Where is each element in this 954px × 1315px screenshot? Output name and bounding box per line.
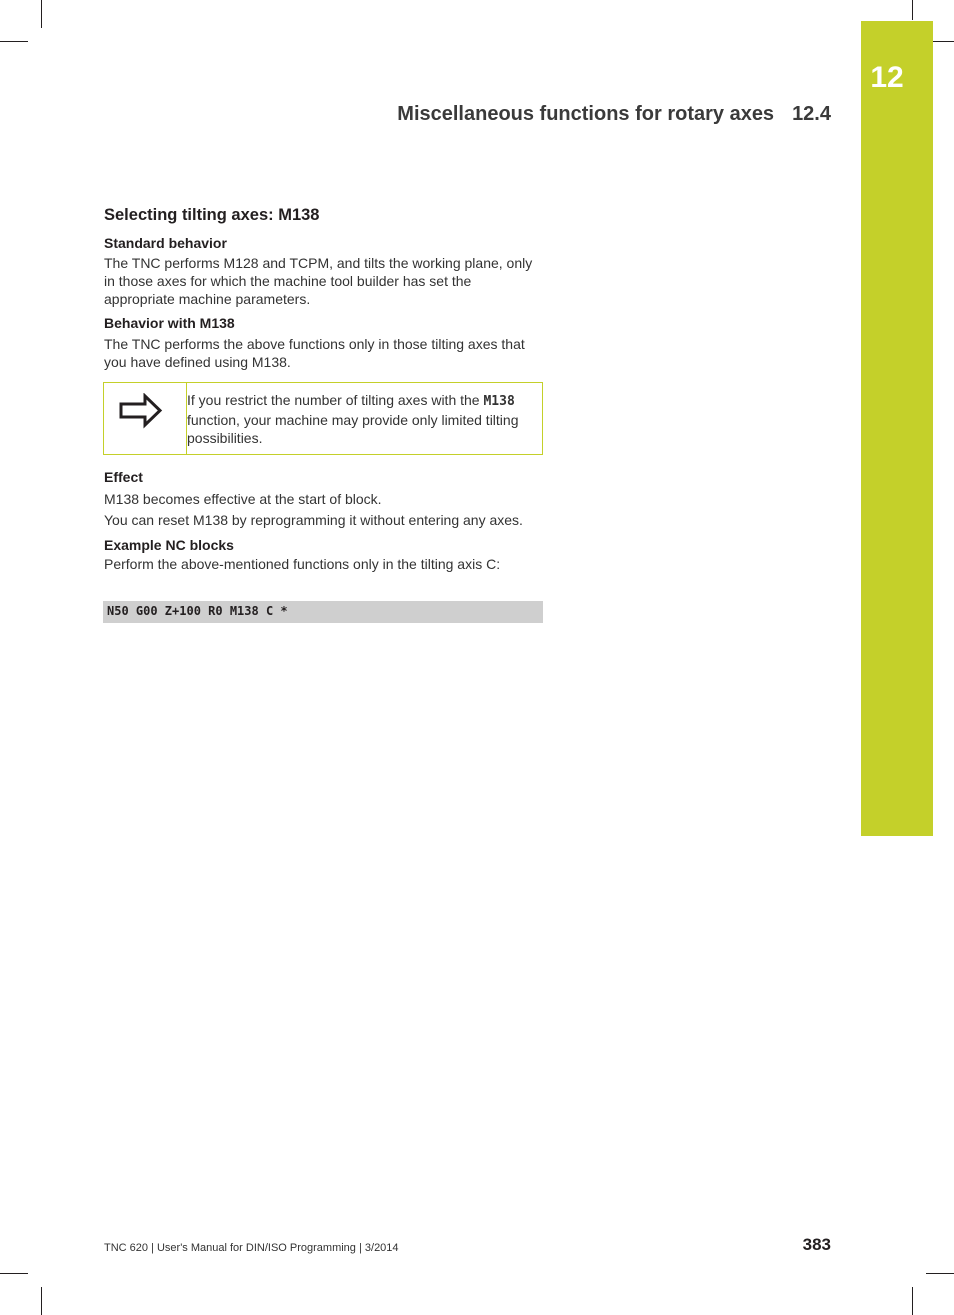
note-text (187, 391, 527, 447)
crop-mark (41, 1287, 42, 1315)
nc-code-line: N50 G00 Z+100 R0 M138 C * (107, 604, 288, 618)
running-header (397, 103, 831, 126)
crop-mark (41, 0, 42, 28)
note-text-before: If you restrict the number of tilting axes with the (187, 392, 480, 408)
note-code: M138 (483, 394, 515, 409)
running-header-section: 12.4 (792, 103, 831, 125)
crop-mark (0, 41, 28, 42)
note-box (103, 382, 543, 455)
heading-example-nc-blocks: Example NC blocks (104, 537, 234, 553)
note-text-after: function, your machine may provide only limited tilting possibilities. (187, 412, 519, 446)
crop-mark (926, 1273, 954, 1274)
footer-text: TNC 620 | User's Manual for DIN/ISO Programming | 3/2014 (104, 1242, 399, 1254)
chapter-number: 12 (870, 61, 904, 94)
section-title: Selecting tilting axes: M138 (104, 206, 320, 224)
paragraph-example: Perform the above-mentioned functions only in the tilting axis C: (104, 556, 501, 572)
nc-code-block (103, 601, 543, 623)
section-content-lower (104, 467, 544, 573)
paragraph-effect-2: You can reset M138 by reprogramming it without entering any axes. (104, 512, 523, 528)
crop-mark (912, 0, 913, 20)
crop-mark (912, 1287, 913, 1315)
arrow-right-icon (118, 393, 164, 429)
heading-effect: Effect (104, 469, 143, 485)
crop-mark (0, 1273, 28, 1274)
heading-behavior-m138: Behavior with M138 (104, 315, 235, 331)
section-content (104, 203, 544, 371)
paragraph-behavior-m138: The TNC performs the above functions only in those tilting axes that you have defined using M138. (104, 336, 525, 370)
running-header-title: Miscellaneous functions for rotary axes (397, 103, 775, 125)
heading-standard-behavior: Standard behavior (104, 235, 227, 251)
chapter-tab (861, 21, 933, 836)
paragraph-standard-behavior: The TNC performs M128 and TCPM, and tilts the working plane, only in those axes for which the machine tool builder has set the appropriate machine parameters. (104, 255, 533, 307)
page-number: 383 (802, 1235, 831, 1254)
paragraph-effect-1: M138 becomes effective at the start of block. (104, 491, 382, 507)
